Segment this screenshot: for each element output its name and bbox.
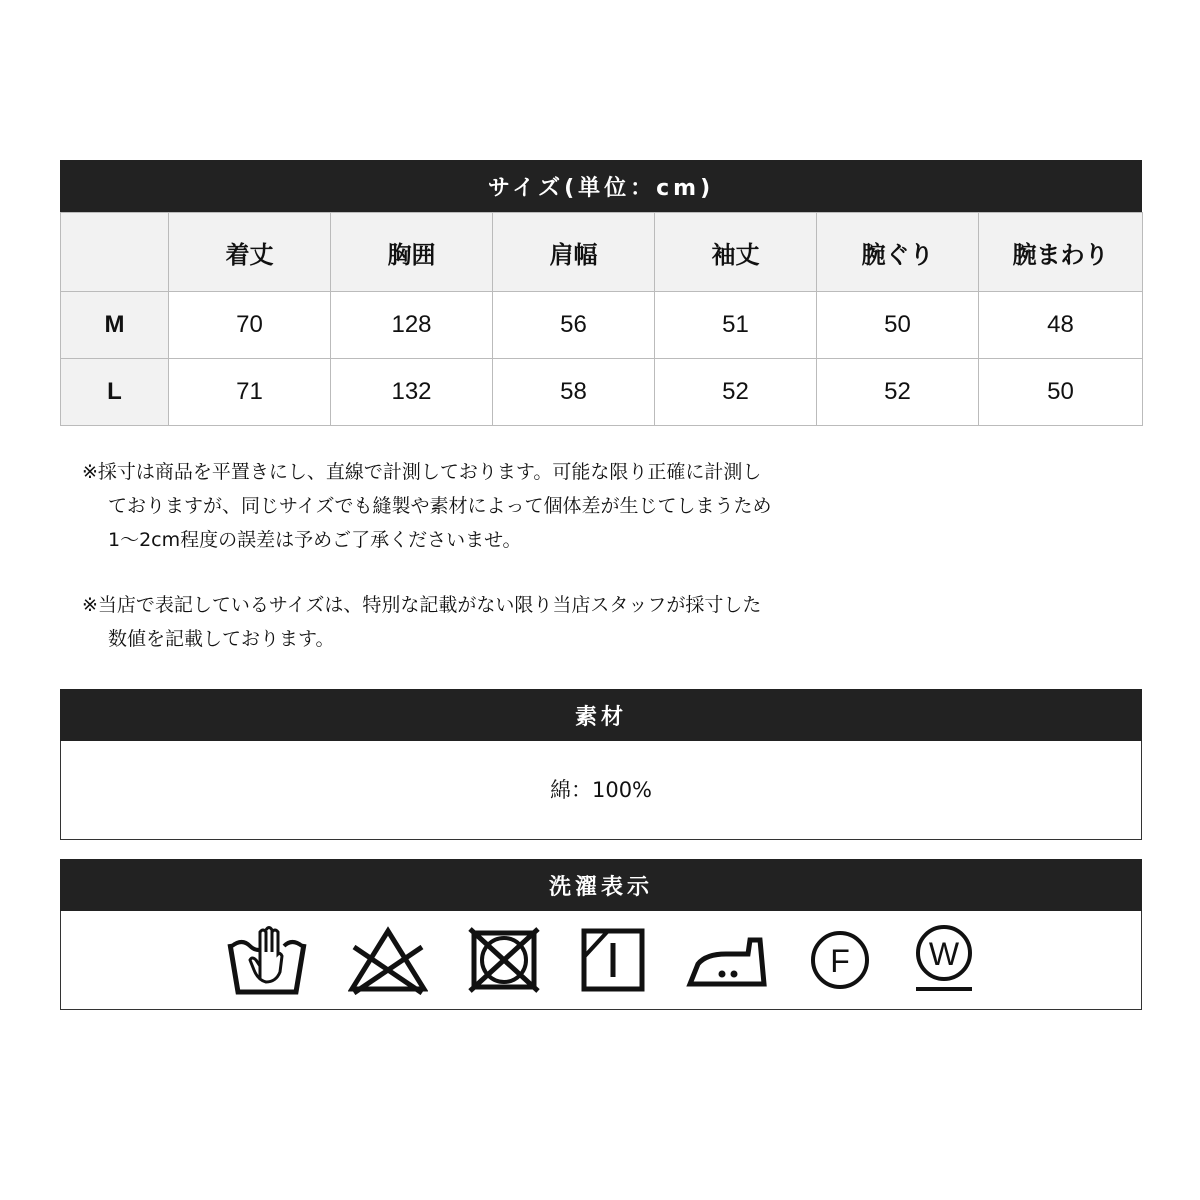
table-cell: 52 <box>655 359 817 426</box>
size-table <box>60 212 1143 426</box>
table-header-cell: 腕まわり <box>979 213 1143 292</box>
table-header-cell <box>61 213 169 292</box>
material-section-header <box>60 689 1142 741</box>
table-header-cell: 腕ぐり <box>817 213 979 292</box>
dry-clean-f-icon <box>808 928 872 992</box>
note-line: ※当店で表記しているサイズは、特別な記載がない限り当店スタッフが採寸した <box>82 594 762 616</box>
dry-clean-f-label: F <box>830 943 850 979</box>
table-cell: 58 <box>493 359 655 426</box>
wet-clean-w-label: W <box>928 936 960 972</box>
note-line: ておりますが、同じサイズでも縫製や素材によって個体差が生じてしまうため <box>108 495 772 517</box>
table-cell: 50 <box>979 359 1143 426</box>
care-section-title: 洗濯表示 <box>548 874 653 900</box>
table-header-cell: 袖丈 <box>655 213 817 292</box>
size-note <box>82 588 761 656</box>
wet-clean-gentle-icon <box>912 923 976 997</box>
size-section-header <box>60 160 1142 212</box>
note-line: ※採寸は商品を平置きにし、直線で計測しております。可能な限り正確に計測し <box>82 461 762 483</box>
table-cell: 56 <box>493 292 655 359</box>
size-section-title: サイズ(単位：cm) <box>487 175 715 201</box>
material-box <box>60 741 1142 840</box>
care-section-header <box>60 859 1142 911</box>
table-cell: 70 <box>169 292 331 359</box>
iron-medium-icon <box>686 930 768 990</box>
table-cell: 51 <box>655 292 817 359</box>
size-table-header-row <box>61 213 1143 292</box>
table-header-cell: 胸囲 <box>331 213 493 292</box>
care-icons-row <box>61 911 1141 1009</box>
table-row <box>61 359 1143 426</box>
material-content: 綿：100% <box>549 778 653 802</box>
table-cell: 52 <box>817 359 979 426</box>
table-cell: 128 <box>331 292 493 359</box>
no-bleach-icon <box>348 925 428 995</box>
care-box <box>60 911 1142 1010</box>
measurement-note <box>82 455 771 557</box>
table-cell: 71 <box>169 359 331 426</box>
note-line: 1〜2cm程度の誤差は予めご了承くださいませ。 <box>108 529 522 551</box>
table-cell: 50 <box>817 292 979 359</box>
no-tumble-dry-icon <box>468 927 540 993</box>
line-dry-shade-icon <box>580 927 646 993</box>
note-line: 数値を記載しております。 <box>108 628 335 650</box>
size-label: M <box>61 292 169 359</box>
hand-wash-icon <box>226 922 308 998</box>
table-header-cell: 肩幅 <box>493 213 655 292</box>
table-header-cell: 着丈 <box>169 213 331 292</box>
table-row <box>61 292 1143 359</box>
size-label: L <box>61 359 169 426</box>
table-cell: 48 <box>979 292 1143 359</box>
material-section-title: 素材 <box>574 704 627 730</box>
table-cell: 132 <box>331 359 493 426</box>
